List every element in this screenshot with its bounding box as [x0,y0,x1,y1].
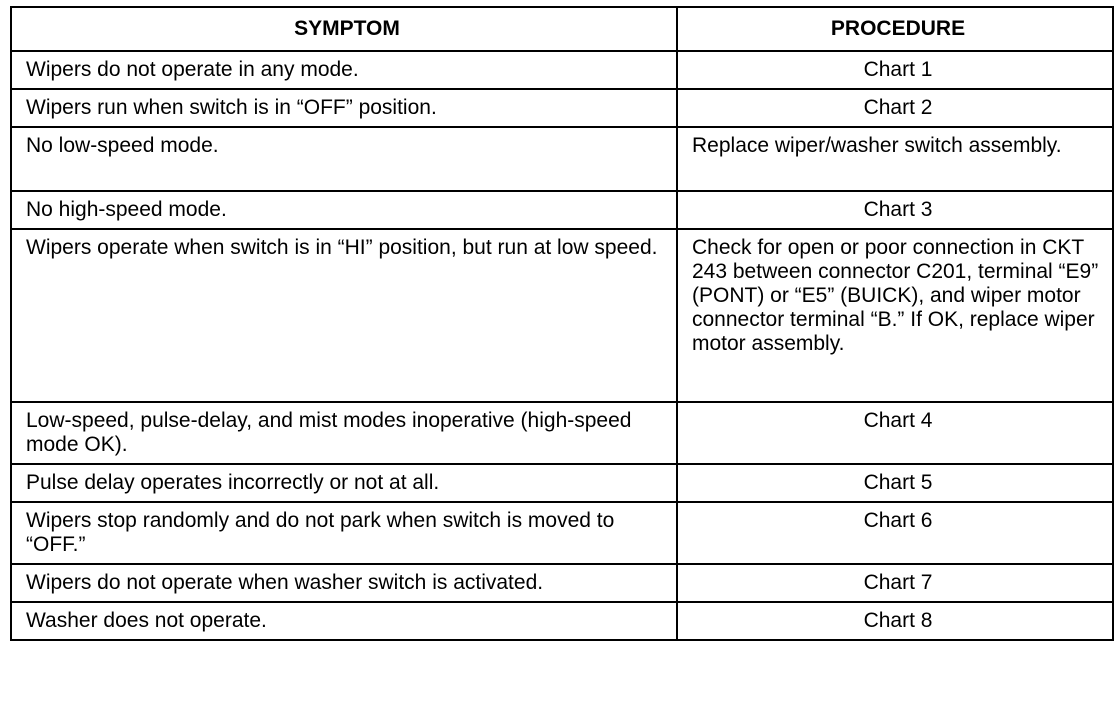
procedure-cell: Chart 8 [677,602,1113,640]
procedure-cell: Chart 1 [677,51,1113,89]
symptom-cell: Wipers run when switch is in “OFF” position. [11,89,677,127]
table-header-row [11,7,1113,51]
procedure-cell: Chart 2 [677,89,1113,127]
table-row [11,191,1113,229]
procedure-cell: Chart 6 [677,502,1113,564]
procedure-column-header: PROCEDURE [677,7,1113,51]
symptom-cell: Pulse delay operates incorrectly or not at all. [11,464,677,502]
symptom-cell: Low-speed, pulse-delay, and mist modes inoperative (high-speed mode OK). [11,402,677,464]
procedure-cell: Check for open or poor connection in CKT 243 between connector C201, terminal “E9” (PONT) or “E5” (BUICK), and wiper motor connector terminal “B.” If OK, replace wiper motor assembly. [677,229,1113,402]
symptom-cell: No high-speed mode. [11,191,677,229]
procedure-cell: Chart 3 [677,191,1113,229]
symptom-cell: Wipers do not operate when washer switch is activated. [11,564,677,602]
table-row [11,229,1113,402]
table-row [11,602,1113,640]
document-page [10,6,1114,720]
table-row [11,402,1113,464]
table-row [11,564,1113,602]
table-row [11,89,1113,127]
table-row [11,51,1113,89]
table-row [11,464,1113,502]
symptom-procedure-table [10,6,1114,641]
symptom-cell: Wipers operate when switch is in “HI” position, but run at low speed. [11,229,677,402]
table-row [11,127,1113,191]
symptom-cell: Wipers stop randomly and do not park when switch is moved to “OFF.” [11,502,677,564]
symptom-cell: Washer does not operate. [11,602,677,640]
symptom-cell: No low-speed mode. [11,127,677,191]
table-row [11,502,1113,564]
procedure-cell: Replace wiper/washer switch assembly. [677,127,1113,191]
symptom-cell: Wipers do not operate in any mode. [11,51,677,89]
symptom-column-header: SYMPTOM [11,7,677,51]
procedure-cell: Chart 4 [677,402,1113,464]
procedure-cell: Chart 5 [677,464,1113,502]
procedure-cell: Chart 7 [677,564,1113,602]
